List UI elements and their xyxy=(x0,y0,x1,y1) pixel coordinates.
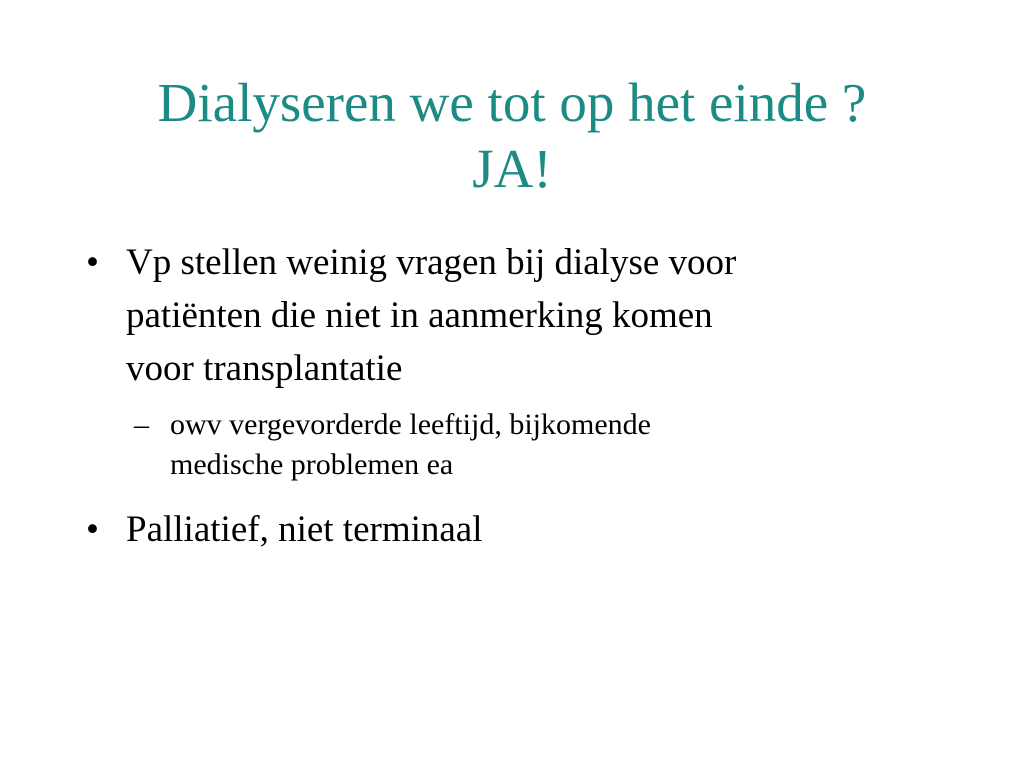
bullet-marker: • xyxy=(86,242,99,283)
bullet-text-line: patiënten die niet in aanmerking komen xyxy=(126,295,713,336)
bullet-item-palliative xyxy=(84,503,944,556)
sub-bullet-text-line: medische problemen ea xyxy=(170,448,454,481)
sub-bullet-text-line: owv vergevorderde leeftijd, bijkomende xyxy=(170,408,651,441)
bullet-text-line: voor transplantatie xyxy=(126,348,403,389)
title-line-2: JA! xyxy=(472,138,552,199)
title-line-1: Dialyseren we tot op het einde ? xyxy=(157,72,867,133)
slide-title xyxy=(60,70,964,202)
bullet-item-dialysis-questions xyxy=(84,236,944,395)
sub-bullet-marker: – xyxy=(134,408,149,441)
bullet-marker: • xyxy=(86,509,99,550)
slide-body xyxy=(84,236,944,566)
bullet-text-line: Vp stellen weinig vragen bij dialyse voor xyxy=(126,242,737,283)
bullet-text-line: Palliatief, niet terminaal xyxy=(126,509,483,550)
sub-bullet-item-reasons xyxy=(126,405,944,485)
